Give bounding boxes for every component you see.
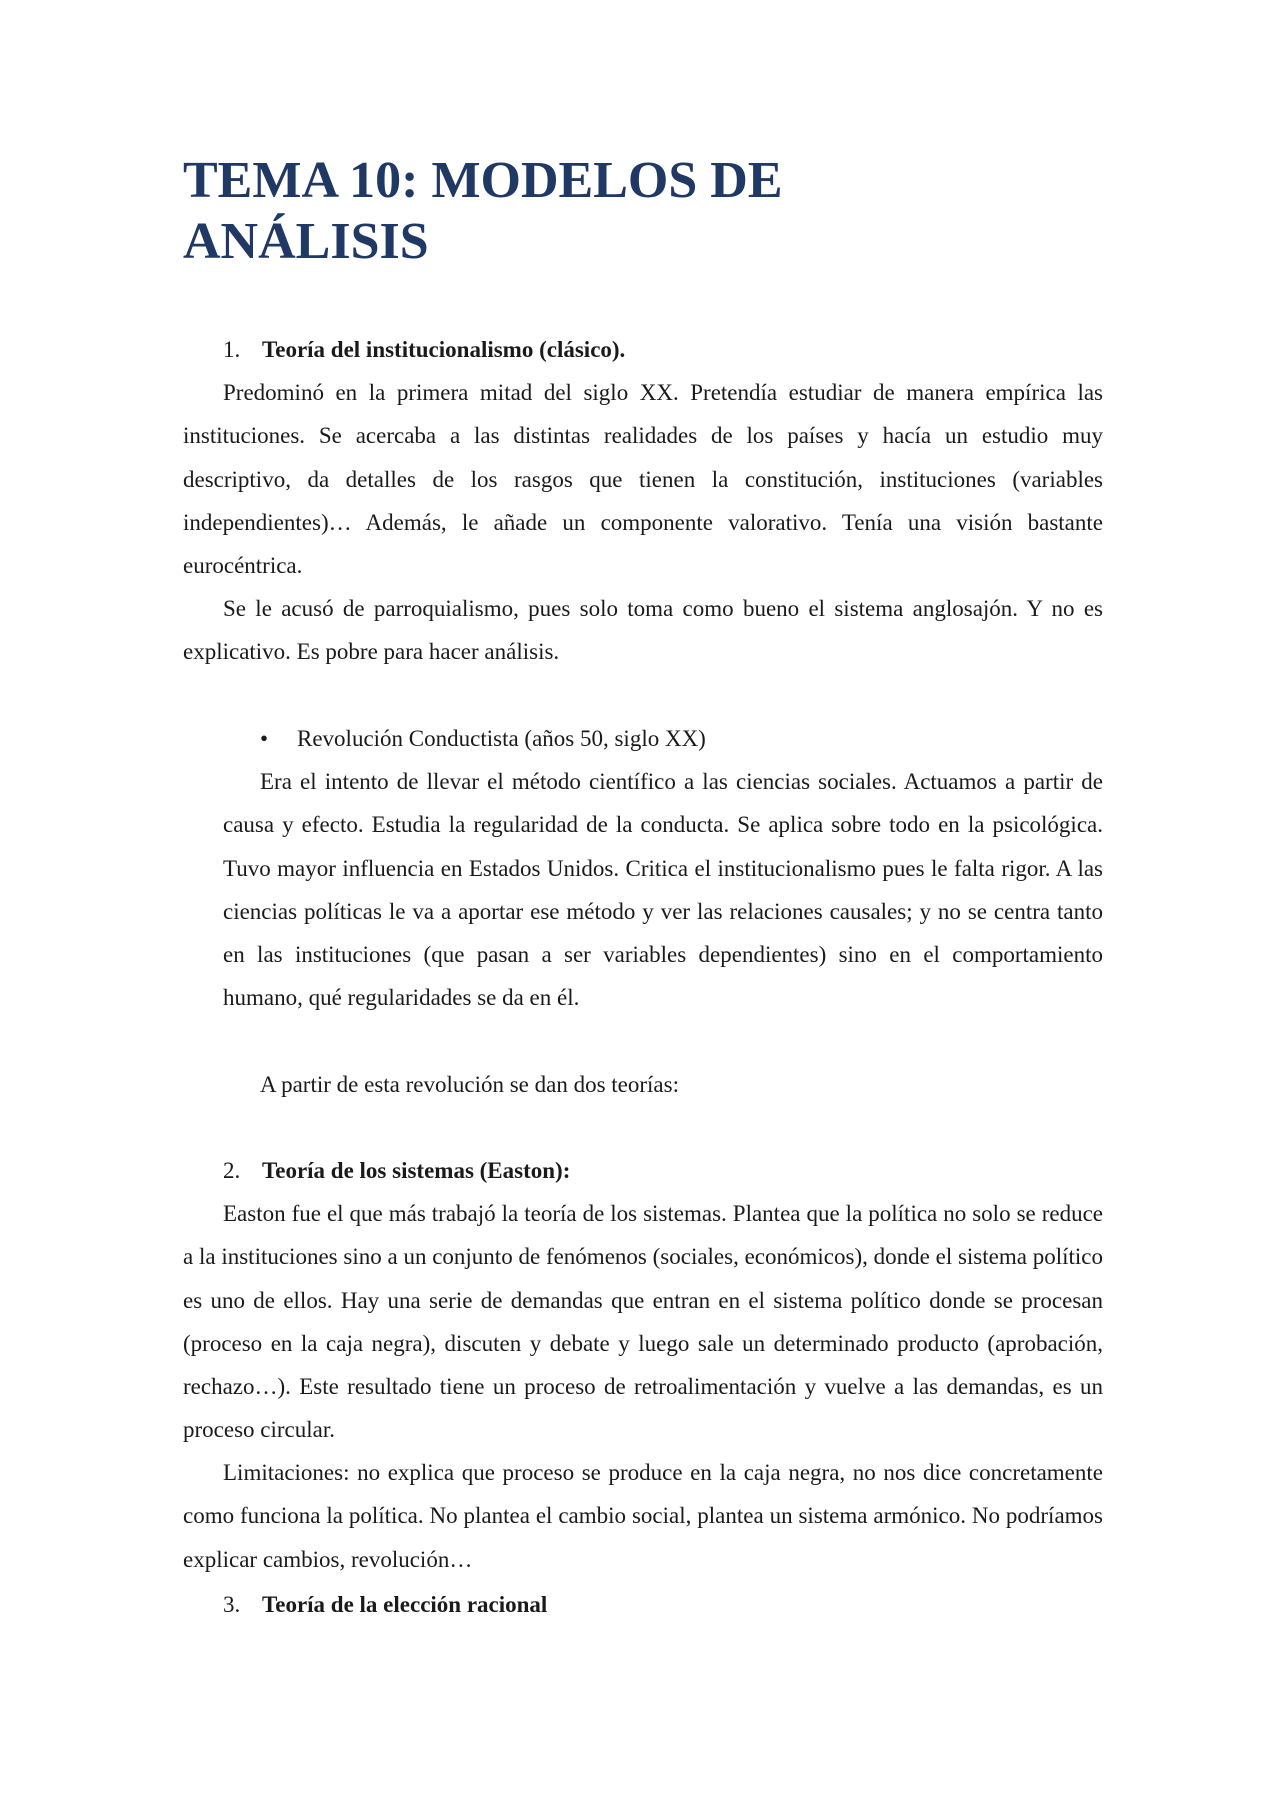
section-3-heading <box>223 1583 547 1626</box>
document-title <box>183 150 1103 272</box>
section-2-heading <box>223 1149 570 1192</box>
bullet-marker: • <box>260 726 269 751</box>
section-2-paragraph-1: Easton fue el que más trabajó la teoría de los sistemas. Plantea que la política no solo se reduce a la instituciones sino a un conjunto de fenómenos (sociales, económicos), donde el sistema político es uno de ellos. Hay una serie de demandas que entran en el sistema político donde se procesan (proceso en la caja negra), discuten y debate y luego sale un determinado producto (aprobación, rechazo…). Este resultado tiene un proceso de retroalimentación y vuelve a las demandas, es un proceso circular. <box>183 1201 1103 1443</box>
bullet-paragraph-1: Era el intento de llevar el método científico a las ciencias sociales. Actuamos a partir de causa y efecto. Estudia la regularidad de la conducta. Se aplica sobre todo en la psicológica. Tuvo mayor influencia en Estados Unidos. Critica el institucionalismo pues le falta rigor. A las ciencias políticas le va a aportar ese método y ver las relaciones causales; y no se centra tanto en las instituciones (que pasan a ser variables dependientes) sino en el comportamiento humano, qué regularidades se da en él. <box>223 769 1103 1011</box>
section-2-number: 2. <box>223 1158 241 1183</box>
document-page <box>183 150 1103 1617</box>
section-1-paragraph-1: Predominó en la primera mitad del siglo XX. Pretendía estudiar de manera empírica las instituciones. Se acercaba a las distintas realidades de los países y hacía un estudio muy descriptivo, da detalles de los rasgos que tienen la constitución, instituciones (variables independientes)… Además, le añade un componente valorativo. Tenía una visión bastante eurocéntrica. <box>183 380 1103 579</box>
section-3-number: 3. <box>223 1592 241 1617</box>
section-1-number: 1. <box>223 337 241 362</box>
bullet-label: Revolución Conductista (años 50, siglo XX) <box>297 726 706 751</box>
bullet-item <box>260 717 706 760</box>
section-1-heading <box>223 328 625 371</box>
section-2-title: Teoría de los sistemas (Easton): <box>262 1158 571 1183</box>
section-3-title: Teoría de la elección racional <box>262 1592 548 1617</box>
title-line-1: TEMA 10: MODELOS DE <box>183 152 783 209</box>
section-1-title: Teoría del institucionalismo (clásico). <box>262 337 626 362</box>
section-1-paragraph-2: Se le acusó de parroquialismo, pues solo toma como bueno el sistema anglosajón. Y no es explicativo. Es pobre para hacer análisis. <box>183 596 1103 665</box>
section-2-paragraph-2: Limitaciones: no explica que proceso se produce en la caja negra, no nos dice concretamente como funciona la política. No plantea el cambio social, plantea un sistema armónico. No podríamos explicar cambios, revolución… <box>183 1460 1103 1572</box>
title-line-2: ANÁLISIS <box>183 213 429 270</box>
bullet-paragraph-2: A partir de esta revolución se dan dos teorías: <box>260 1072 679 1097</box>
